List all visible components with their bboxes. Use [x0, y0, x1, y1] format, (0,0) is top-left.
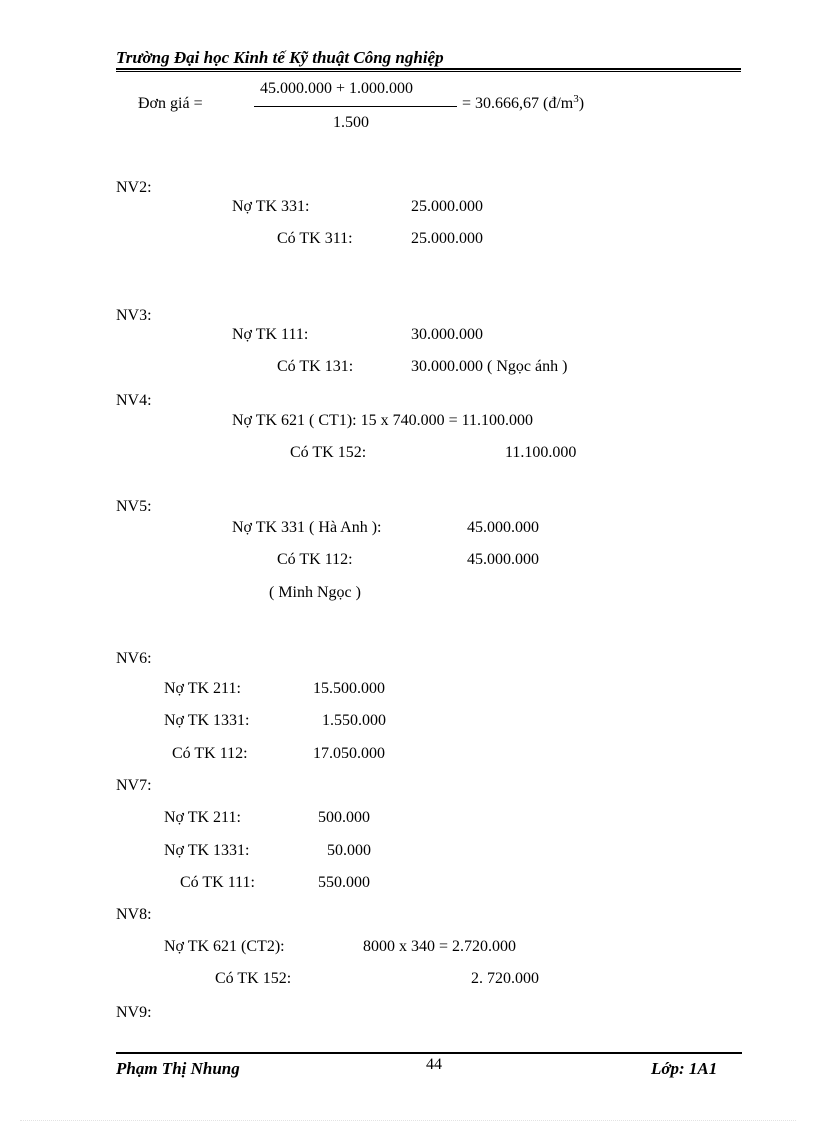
- nv6-line3-value: 17.050.000: [313, 745, 385, 762]
- header-rule-thin: [116, 71, 741, 72]
- nv3-credit-value: 30.000.000 ( Ngọc ánh ): [411, 358, 568, 375]
- nv2-debit-value: 25.000.000: [411, 198, 483, 215]
- nv5-credit-value: 45.000.000: [467, 551, 539, 568]
- nv3-title: NV3:: [116, 307, 152, 324]
- formula-label: Đơn giá =: [138, 95, 203, 112]
- nv3-debit-label: Nợ TK 111:: [232, 326, 309, 343]
- nv7-line1-label: Nợ TK 211:: [164, 809, 241, 826]
- nv5-title: NV5:: [116, 498, 152, 515]
- formula-result-prefix: = 30.666,67 (đ/m: [462, 95, 574, 112]
- nv5-debit-value: 45.000.000: [467, 519, 539, 536]
- nv7-line2-value: 50.000: [327, 842, 371, 859]
- nv4-credit-label: Có TK 152:: [290, 444, 367, 461]
- nv8-credit-label: Có TK 152:: [215, 970, 292, 987]
- nv2-credit-label: Có TK 311:: [277, 230, 353, 247]
- nv7-line3-value: 550.000: [318, 874, 370, 891]
- formula-denominator: 1.500: [333, 114, 369, 131]
- formula-result: [462, 93, 585, 112]
- nv6-line2-label: Nợ TK 1331:: [164, 712, 250, 729]
- nv7-line1-value: 500.000: [318, 809, 370, 826]
- header-rule: [116, 68, 741, 70]
- formula-result-sup: 3: [573, 93, 579, 105]
- nv5-debit-label: Nợ TK 331 ( Hà Anh ):: [232, 519, 382, 536]
- nv6-line3-label: Có TK 112:: [172, 745, 248, 762]
- nv2-title: NV2:: [116, 179, 152, 196]
- nv8-debit-label: Nợ TK 621 (CT2):: [164, 938, 285, 955]
- nv8-debit-value: 8000 x 340 = 2.720.000: [363, 938, 517, 955]
- footer-author: Phạm Thị Nhung: [116, 1059, 240, 1078]
- nv5-note: ( Minh Ngọc ): [269, 584, 361, 601]
- header-title: Trường Đại học Kinh tế Kỹ thuật Công nghiệp: [116, 48, 444, 67]
- formula-numerator: 45.000.000 + 1.000.000: [260, 80, 414, 97]
- page-bottom-border: [20, 1120, 796, 1121]
- nv7-line3-label: Có TK 111:: [180, 874, 255, 891]
- nv4-debit-line: Nợ TK 621 ( CT1): 15 x 740.000 = 11.100.000: [232, 412, 534, 429]
- footer-class: Lớp: 1A1: [651, 1059, 718, 1078]
- footer-rule: [116, 1052, 742, 1054]
- page-number: 44: [426, 1056, 442, 1073]
- nv7-line2-label: Nợ TK 1331:: [164, 842, 250, 859]
- nv3-debit-value: 30.000.000: [411, 326, 483, 343]
- nv2-debit-label: Nợ TK 331:: [232, 198, 310, 215]
- nv7-title: NV7:: [116, 777, 152, 794]
- nv2-credit-value: 25.000.000: [411, 230, 483, 247]
- nv5-credit-label: Có TK 112:: [277, 551, 353, 568]
- formula-result-suffix: ): [578, 95, 585, 112]
- nv8-title: NV8:: [116, 906, 152, 923]
- nv4-title: NV4:: [116, 392, 152, 409]
- nv8-credit-value: 2. 720.000: [471, 970, 539, 987]
- nv6-title: NV6:: [116, 650, 152, 667]
- nv4-credit-value: 11.100.000: [505, 444, 577, 461]
- nv9-title: NV9:: [116, 1004, 152, 1021]
- nv6-line1-label: Nợ TK 211:: [164, 680, 241, 697]
- fraction-bar: [254, 106, 457, 107]
- nv3-credit-label: Có TK 131:: [277, 358, 354, 375]
- nv6-line2-value: 1.550.000: [322, 712, 386, 729]
- nv6-line1-value: 15.500.000: [313, 680, 385, 697]
